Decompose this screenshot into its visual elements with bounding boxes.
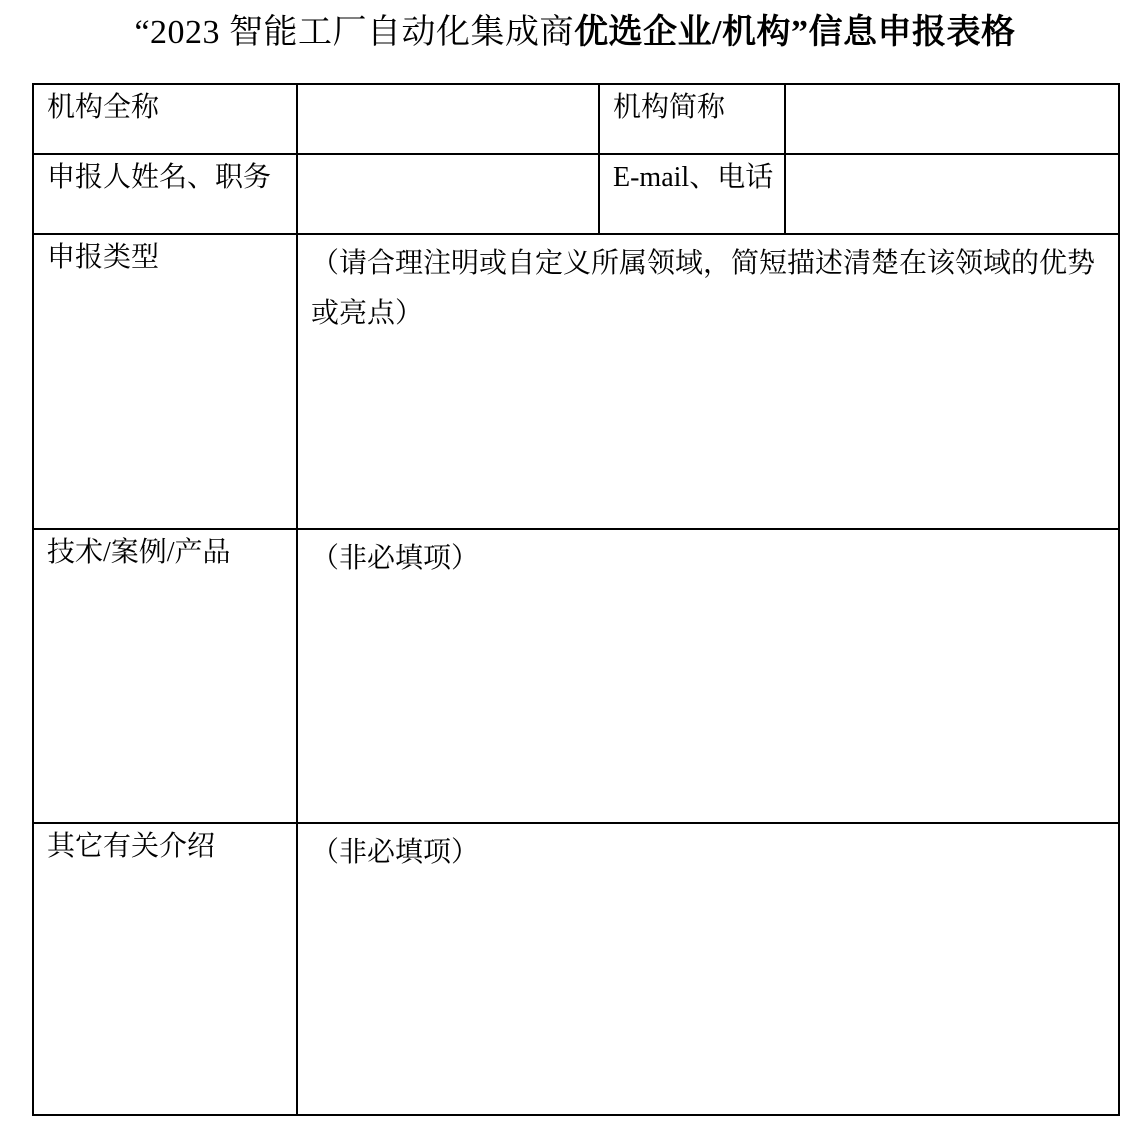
other-intro-hint: （非必填项） <box>311 837 480 868</box>
row-applicant-contact <box>33 154 1119 234</box>
tech-case-product-hint: （非必填项） <box>311 543 480 574</box>
org-full-name-input[interactable] <box>297 84 599 154</box>
application-type-input[interactable] <box>297 234 1119 529</box>
email-phone-input[interactable] <box>785 154 1119 234</box>
row-tech-case-product <box>33 529 1119 823</box>
page-title-segment-bold: 优选企业/机构”信息申报表格 <box>574 14 1016 51</box>
row-org-name <box>33 84 1119 154</box>
tech-case-product-input[interactable] <box>297 529 1119 823</box>
page-title-segment-regular: “2023 智能工厂自动化集成商 <box>134 14 575 51</box>
other-intro-label: 其它有关介绍 <box>33 823 297 1115</box>
application-form-table <box>32 83 1120 1116</box>
application-type-label: 申报类型 <box>33 234 297 529</box>
email-phone-label: E-mail、电话 <box>599 154 785 234</box>
other-intro-input[interactable] <box>297 823 1119 1115</box>
tech-case-product-label: 技术/案例/产品 <box>33 529 297 823</box>
page-title <box>32 10 1118 56</box>
applicant-name-title-label: 申报人姓名、职务 <box>33 154 297 234</box>
org-full-name-label: 机构全称 <box>33 84 297 154</box>
applicant-name-title-input[interactable] <box>297 154 599 234</box>
org-short-name-label: 机构简称 <box>599 84 785 154</box>
org-short-name-input[interactable] <box>785 84 1119 154</box>
row-other-intro <box>33 823 1119 1115</box>
row-application-type <box>33 234 1119 529</box>
application-type-hint: （请合理注明或自定义所属领域，简短描述清楚在该领域的优势 或亮点） <box>311 248 1096 329</box>
